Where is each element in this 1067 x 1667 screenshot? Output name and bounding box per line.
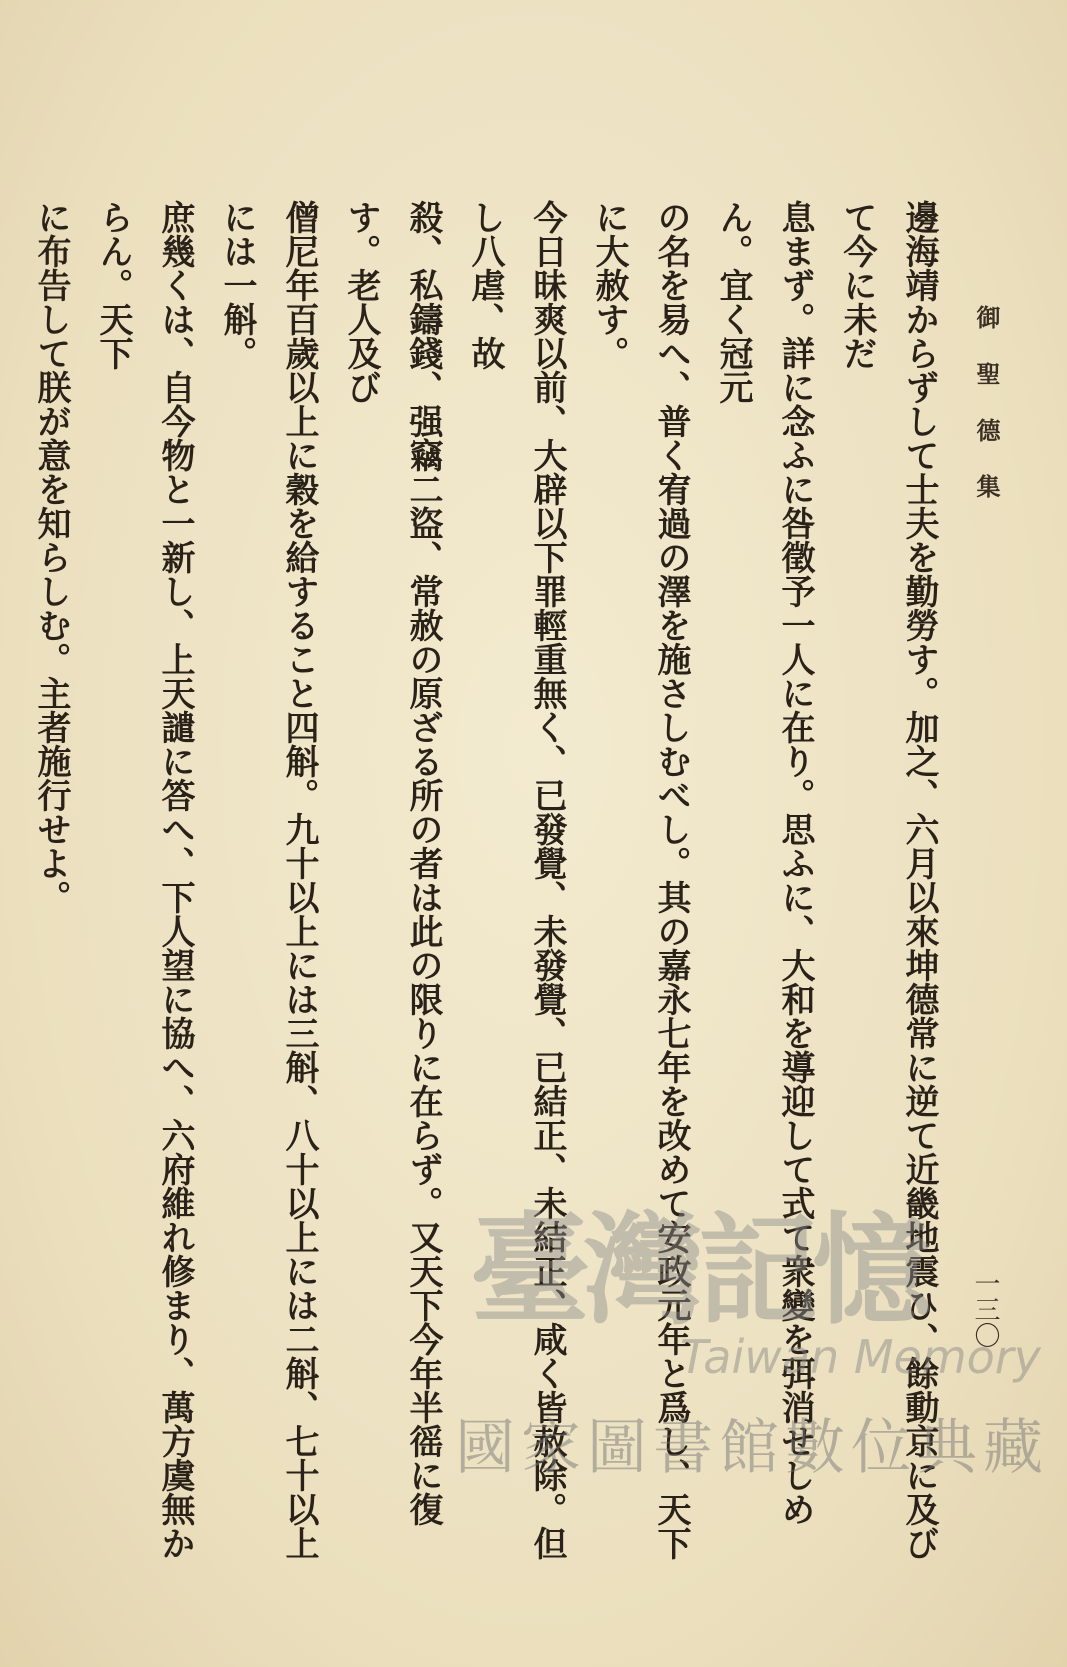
watermark-subtitle: 國家圖書館數位典藏 xyxy=(455,1413,1049,1483)
text-line: に布告して朕が意を知らしむ。主者施行せよ。 xyxy=(31,200,71,914)
text-line: 息まず。詳に念ふに咎徵予一人に在り。思ふに、大和を導迎して式て衆變を弭消せしめん。宜く冠元 xyxy=(713,200,815,1526)
source-attribution xyxy=(0,200,20,1570)
text-line: 殺、私鑄錢、强竊二盜、常赦の原ざる所の者は此の限りに在らず。又天下今年半徭に復す。老人及び xyxy=(341,200,443,1526)
page-number: 一三〇 xyxy=(970,1270,1000,1348)
text-line: の名を易へ、普く宥過の澤を施さしむべし。其の嘉永七年を改めて安政元年と爲し、天下に大赦す。 xyxy=(589,200,691,1560)
watermark-logo: 臺灣記憶 xyxy=(470,1200,926,1341)
running-header-title: 御 聖 德 集 xyxy=(972,305,1001,511)
text-line: 庶幾くは、自今物と一新し、上天譴に答へ、下人望に協へ、六府維れ修まり、萬方虞無からん。天下 xyxy=(93,200,195,1560)
text-line: 僧尼年百歲以上に穀を給すること四斛。九十以上には三斛、八十以上には二斛、七十以上には一斛。 xyxy=(217,200,319,1560)
text-line: 今日昧爽以前、大辟以下罪輕重無く、已發覺、未發覺、已結正、未結正、咸く皆赦除。但し八虐、故 xyxy=(465,200,567,1560)
watermark-english: Taiwan Memory xyxy=(680,1330,1041,1384)
text-line: 邊海靖からずして士夫を勤勞す。加之、六月以來坤德常に逆て近畿地震ひ、餘動京に及びて今に未だ xyxy=(837,200,939,1560)
